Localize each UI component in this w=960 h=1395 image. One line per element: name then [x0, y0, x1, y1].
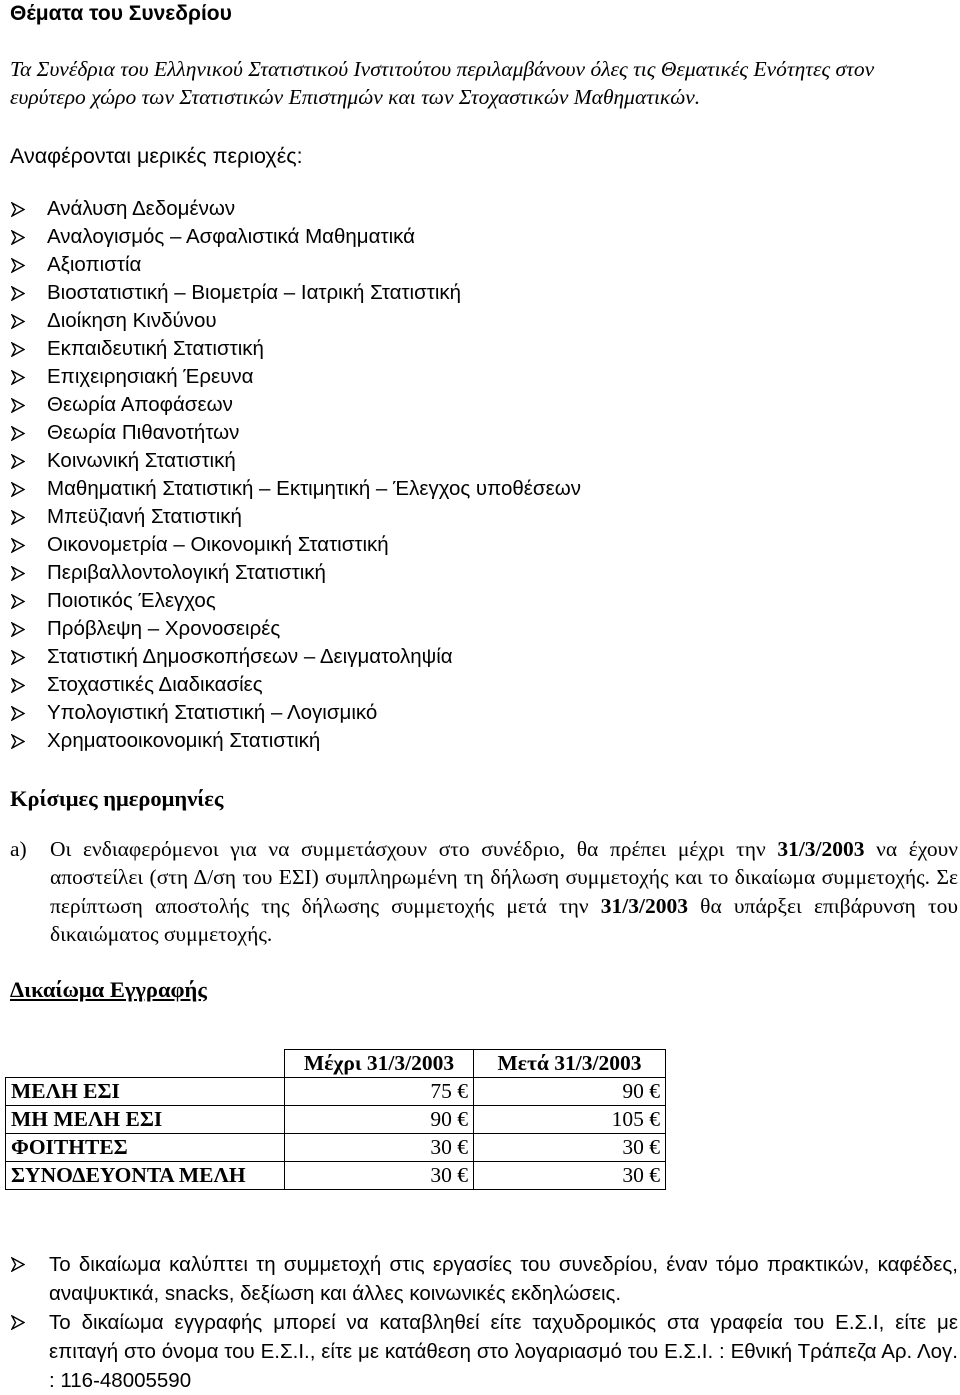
arrowhead-bullet-icon: [10, 671, 47, 699]
topic-label: Αξιοπιστία: [47, 253, 142, 276]
deadline-date: 31/3/2003: [777, 837, 865, 861]
fee-before-value: 90 €: [285, 1106, 474, 1134]
dates-item-text: [50, 835, 958, 948]
arrowhead-bullet-icon: [10, 307, 47, 335]
arrowhead-bullet-icon: [10, 475, 47, 503]
fee-row-label: ΜΗ ΜΕΛΗ ΕΣΙ: [6, 1106, 285, 1134]
arrowhead-bullet-icon: [10, 615, 47, 643]
fee-heading: Δικαίωμα Εγγραφής: [10, 977, 207, 1002]
intro-paragraph: Τα Συνέδρια του Ελληνικού Στατιστικού Ινστιτούτου περιλαμβάνουν όλες τις Θεματικές Ενότητες στον ευρύτερο χώρο των Στατιστικών Επιστημών και των Στοχαστικών Μαθηματικών.: [10, 57, 875, 109]
topic-label: Διοίκηση Κινδύνου: [47, 309, 217, 332]
fee-table-header-row: [6, 1050, 666, 1078]
topic-item: [10, 699, 581, 727]
fee-before-value: 30 €: [285, 1162, 474, 1190]
fee-table-row: [6, 1162, 666, 1190]
topic-item: [10, 503, 581, 531]
arrowhead-bullet-icon: [10, 391, 47, 419]
note-item: [10, 1308, 958, 1395]
fee-before-value: 30 €: [285, 1134, 474, 1162]
arrowhead-bullet-icon: [10, 503, 47, 531]
note-item: [10, 1250, 958, 1308]
topic-item: [10, 615, 581, 643]
arrowhead-bullet-icon: [10, 363, 47, 391]
fee-table-row: [6, 1134, 666, 1162]
note-text: Το δικαίωμα καλύπτει τη συμμετοχή στις εργασίες του συνεδρίου, έναν τόμο πρακτικών, καφέδες, αναψυκτικά, snacks, δεξίωση και άλλες κοινωνικές εκδηλώσεις.: [49, 1253, 958, 1305]
topic-item: [10, 475, 581, 503]
arrowhead-bullet-icon: [10, 727, 47, 755]
topic-label: Εκπαιδευτική Στατιστική: [47, 337, 264, 360]
topic-item: [10, 223, 581, 251]
topic-item: [10, 251, 581, 279]
topic-label: Πρόβλεψη – Χρονοσειρές: [47, 617, 281, 640]
topic-item: [10, 307, 581, 335]
fee-table-corner: [6, 1050, 285, 1078]
fee-row-label: ΦΟΙΤΗΤΕΣ: [6, 1134, 285, 1162]
arrowhead-bullet-icon: [10, 531, 47, 559]
topic-item: [10, 559, 581, 587]
topic-label: Μπεϋζιανή Στατιστική: [47, 505, 242, 528]
fee-row-label: ΜΕΛΗ ΕΣΙ: [6, 1078, 285, 1106]
topic-item: [10, 279, 581, 307]
fee-before-value: 75 €: [285, 1078, 474, 1106]
topic-label: Βιοστατιστική – Βιομετρία – Ιατρική Στατιστική: [47, 281, 462, 304]
arrowhead-bullet-icon: [10, 419, 47, 447]
topic-label: Χρηματοοικονομική Στατιστική: [47, 729, 321, 752]
topic-item: [10, 391, 581, 419]
topic-item: [10, 335, 581, 363]
fee-row-label: ΣΥΝΟΔΕΥΟΝΤΑ ΜΕΛΗ: [6, 1162, 285, 1190]
dates-text-part: θα υπάρξει επιβάρυνση του δικαιώματος συμμετοχής.: [50, 893, 959, 946]
topic-label: Ποιοτικός Έλεγχος: [47, 589, 216, 612]
topic-label: Υπολογιστική Στατιστική – Λογισμικό: [47, 701, 378, 724]
arrowhead-bullet-icon: [10, 223, 47, 251]
dates-item: [10, 835, 958, 948]
notes-list: [10, 1250, 958, 1395]
topic-item: [10, 531, 581, 559]
topic-label: Επιχειρησιακή Έρευνα: [47, 365, 254, 388]
fee-header-before: Μέχρι 31/3/2003: [285, 1050, 474, 1078]
deadline-date: 31/3/2003: [600, 893, 688, 918]
dates-heading: Κρίσιμες ημερομηνίες: [10, 786, 224, 811]
fee-table-row: [6, 1078, 666, 1106]
arrowhead-bullet-icon: [10, 699, 47, 727]
topic-item: [10, 643, 581, 671]
arrowhead-bullet-icon: [10, 643, 47, 671]
fee-after-value: 30 €: [474, 1162, 666, 1190]
topic-label: Περιβαλλοντολογική Στατιστική: [47, 561, 326, 584]
topic-item: [10, 363, 581, 391]
fee-table: [5, 1049, 666, 1190]
topic-item: [10, 587, 581, 615]
fee-header-after: Μετά 31/3/2003: [474, 1050, 666, 1078]
topic-label: Στατιστική Δημοσκοπήσεων – Δειγματοληψία: [47, 645, 453, 668]
topic-label: Θεωρία Πιθανοτήτων: [47, 421, 240, 444]
topic-label: Αναλογισμός – Ασφαλιστικά Μαθηματικά: [47, 225, 415, 248]
topic-item: [10, 671, 581, 699]
arrowhead-bullet-icon: [10, 195, 47, 223]
arrowhead-bullet-icon: [10, 447, 47, 475]
fee-after-value: 105 €: [474, 1106, 666, 1134]
arrowhead-bullet-icon: [10, 1308, 47, 1336]
fee-after-value: 90 €: [474, 1078, 666, 1106]
dates-text-part: Οι ενδιαφερόμενοι για να συμμετάσχουν στο συνέδριο, θα πρέπει μέχρι την: [50, 837, 778, 861]
topic-label: Θεωρία Αποφάσεων: [47, 393, 233, 416]
page-title: Θέματα του Συνεδρίου: [10, 2, 232, 25]
topic-label: Μαθηματική Στατιστική – Εκτιμητική – Έλεγχος υποθέσεων: [47, 477, 581, 500]
dates-item-marker: a): [10, 837, 27, 861]
arrowhead-bullet-icon: [10, 1250, 47, 1278]
arrowhead-bullet-icon: [10, 335, 47, 363]
arrowhead-bullet-icon: [10, 251, 47, 279]
topic-item: [10, 447, 581, 475]
topic-item: [10, 727, 581, 755]
topic-label: Ανάλυση Δεδομένων: [47, 197, 236, 220]
topic-label: Κοινωνική Στατιστική: [47, 449, 236, 472]
arrowhead-bullet-icon: [10, 559, 47, 587]
areas-heading: Αναφέρονται μερικές περιοχές:: [10, 144, 303, 168]
topic-label: Στοχαστικές Διαδικασίες: [47, 673, 263, 696]
topic-item: [10, 419, 581, 447]
fee-after-value: 30 €: [474, 1134, 666, 1162]
topic-label: Οικονομετρία – Οικονομική Στατιστική: [47, 533, 389, 556]
dates-text-part: να έχουν αποστείλει (στη Δ/ση του ΕΣΙ) συμπληρωμένη τη δήλωση συμμετοχής και το δικαίωμα συμμετοχής. Σε περίπτωση αποστολής της δήλωσης συμμετοχής μετά την: [50, 837, 958, 918]
topics-list: [10, 195, 581, 755]
note-text: Το δικαίωμα εγγραφής μπορεί να καταβληθεί είτε ταχυδρομικός στα γραφεία του Ε.Σ.Ι, είτε με επιταγή στο όνομα του Ε.Σ.Ι., είτε με κατάθεση στο λογαριασμό του Ε.Σ.Ι. : Εθνική Τράπεζα Αρ. Λογ. : 116-48005590: [49, 1311, 958, 1392]
fee-table-row: [6, 1106, 666, 1134]
arrowhead-bullet-icon: [10, 279, 47, 307]
topic-item: [10, 195, 581, 223]
arrowhead-bullet-icon: [10, 587, 47, 615]
